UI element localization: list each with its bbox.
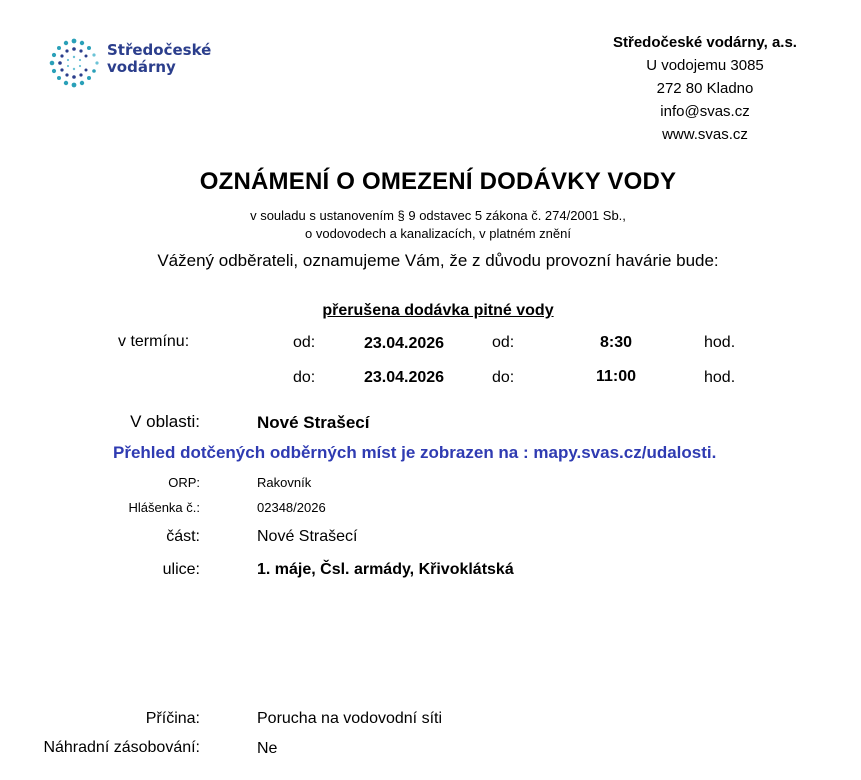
notice-title: OZNÁMENÍ O OMEZENÍ DODÁVKY VODY: [199, 168, 677, 195]
from-time: 8:30: [600, 334, 633, 351]
from-unit: hod.: [704, 334, 736, 351]
interruption-heading: přerušena dodávka pitné vody: [322, 302, 554, 319]
area-value: Nové Strašecí: [257, 413, 370, 432]
company-email[interactable]: info@svas.cz: [660, 103, 750, 120]
supply-value: Ne: [257, 740, 278, 757]
company-address: [575, 31, 835, 146]
to-date: 23.04.2026: [364, 369, 445, 386]
area-label: V oblasti:: [130, 412, 200, 431]
company-street: U vodojemu 3085: [646, 57, 764, 74]
to-date-label: do:: [293, 369, 316, 386]
company-web[interactable]: www.svas.cz: [662, 126, 748, 143]
to-time-label: do:: [492, 369, 515, 386]
logo-line-2: vodárny: [107, 58, 176, 76]
logo-wordmark: [107, 42, 211, 76]
company-city: 272 80 Kladno: [656, 80, 754, 97]
to-time: 11:00: [596, 368, 637, 385]
supply-label: Náhradní zásobování:: [43, 739, 200, 756]
part-value: Nové Strašecí: [257, 528, 358, 545]
company-name: Středočeské vodárny, a.s.: [613, 34, 797, 51]
law-line-1: v souladu s ustanovením § 9 odstavec 5 zákona č. 274/2001 Sb.,: [250, 208, 626, 223]
overview-link[interactable]: Přehled dotčených odběrných míst je zobrazen na : mapy.svas.cz/udalosti.: [113, 443, 717, 462]
law-line-2: o vodovodech a kanalizacích, v platném znění: [305, 226, 571, 241]
cause-label: Příčina:: [145, 710, 200, 727]
part-label: část:: [166, 528, 200, 545]
report-value: 02348/2026: [257, 500, 326, 515]
cause-value: Porucha na vodovodní síti: [257, 710, 443, 727]
law-reference: [0, 207, 861, 243]
from-date: 23.04.2026: [364, 335, 445, 352]
term-label: v termínu:: [118, 333, 190, 350]
report-label: Hlášenka č.:: [128, 500, 200, 515]
company-logo: [44, 36, 214, 90]
logo-line-1: Středočeské: [107, 41, 212, 59]
street-value: 1. máje, Čsl. armády, Křivoklátská: [257, 561, 514, 578]
orp-label: ORP:: [168, 475, 200, 490]
greeting: Vážený odběrateli, oznamujeme Vám, že z důvodu provozní havárie bude:: [157, 251, 719, 270]
from-date-label: od:: [293, 334, 316, 351]
street-label: ulice:: [162, 561, 200, 578]
orp-value: Rakovník: [257, 475, 312, 490]
from-time-label: od:: [492, 334, 515, 351]
water-dots-icon: [44, 36, 104, 90]
to-unit: hod.: [704, 369, 736, 386]
